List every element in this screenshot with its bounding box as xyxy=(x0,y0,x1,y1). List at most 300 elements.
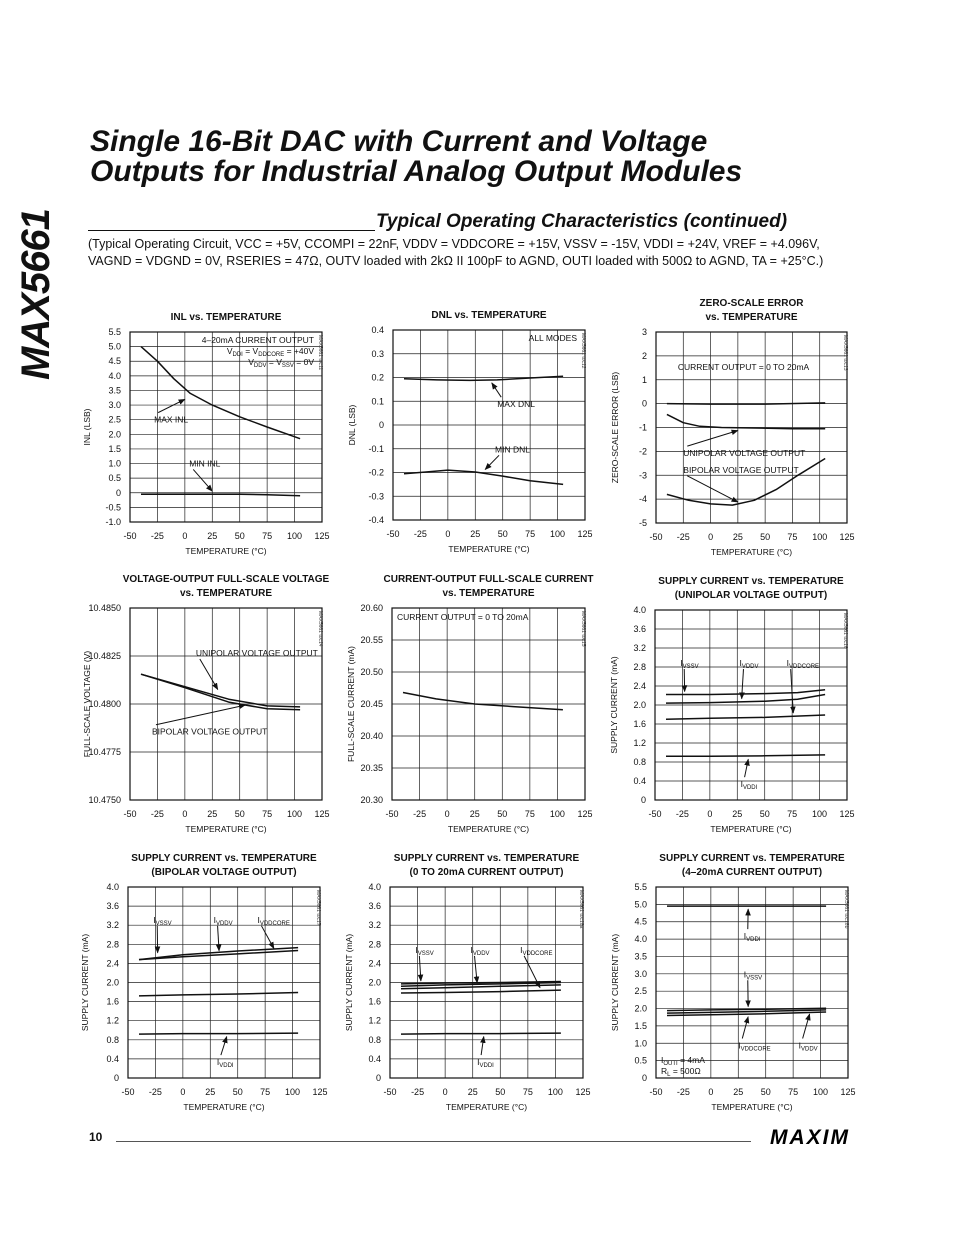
annotation-segment: VDDI xyxy=(746,937,761,944)
y-axis-label: SUPPLY CURRENT (mA) xyxy=(610,933,620,1032)
y-axis-label: FULL-SCALE CURRENT (mA) xyxy=(346,645,356,763)
y-tick-label: 3.6 xyxy=(368,901,381,912)
y-tick-label: 2.4 xyxy=(368,958,381,969)
x-tick-label: 25 xyxy=(467,1087,478,1097)
chart-title: DNL vs. TEMPERATURE xyxy=(431,310,547,321)
x-tick-label: 0 xyxy=(180,1087,186,1097)
annotation-label xyxy=(471,945,490,957)
y-tick-label: 1.5 xyxy=(634,1020,647,1031)
y-tick-label: -0.4 xyxy=(368,515,384,525)
y-tick-label: 3.5 xyxy=(634,951,647,962)
x-tick-label: 125 xyxy=(839,809,855,819)
annotation-segment: VSSV xyxy=(746,975,763,982)
annotation-arrow xyxy=(261,926,273,949)
y-tick-label: 1.0 xyxy=(108,458,121,469)
x-tick-label: 100 xyxy=(285,1087,301,1097)
y-tick-label: 2.0 xyxy=(634,1003,647,1014)
series-line xyxy=(141,674,300,707)
y-tick-label: -0.2 xyxy=(368,467,384,478)
y-tick-label: 0.4 xyxy=(633,776,646,786)
annotation-segment: I xyxy=(415,944,418,955)
x-tick-label: 50 xyxy=(495,1087,506,1097)
x-tick-label: 0 xyxy=(442,1087,448,1097)
footer-rule xyxy=(116,1141,751,1142)
x-tick-label: 50 xyxy=(232,1087,243,1097)
annotation-label xyxy=(152,727,267,737)
chart-title: SUPPLY CURRENT vs. TEMPERATURE xyxy=(393,853,580,864)
x-tick-label: 0 xyxy=(445,529,451,539)
chart-6 xyxy=(609,576,855,834)
annotation-segment: = V xyxy=(266,357,282,367)
y-tick-label: 3.2 xyxy=(106,920,119,931)
series-line xyxy=(403,693,563,710)
annotation-segment: ALL MODES xyxy=(528,333,577,343)
chart-title: (0 TO 20mA CURRENT OUTPUT) xyxy=(409,867,564,878)
y-tick-label: 1.0 xyxy=(634,1038,647,1049)
figure-code: MAX5661 toc18a xyxy=(578,890,584,929)
y-tick-label: 0 xyxy=(113,1073,119,1083)
x-tick-label: 100 xyxy=(547,1087,563,1097)
annotation-segment: I xyxy=(798,1040,802,1051)
annotation-segment: I xyxy=(257,914,260,925)
x-tick-label: -50 xyxy=(648,809,662,819)
test-conditions-line-1: (Typical Operating Circuit, VCC = +5V, CCOMPI = 22nF, VDDV = VDDCORE = +15V, VSSV = -15V, VDDI = +24V, VREF = +4.096V, xyxy=(88,237,820,251)
y-tick-label: 3.6 xyxy=(106,901,119,912)
annotation-segment: V xyxy=(248,357,254,367)
y-tick-label: -5 xyxy=(638,518,647,528)
x-tick-label: 125 xyxy=(577,529,593,539)
figure-code: MAX5661 toc16 xyxy=(842,613,848,649)
annotation-label xyxy=(680,658,698,670)
x-axis-label: TEMPERATURE (°C) xyxy=(710,824,792,834)
annotation-arrow xyxy=(193,469,212,491)
y-tick-label: 0.5 xyxy=(634,1055,647,1066)
y-tick-label: 4.0 xyxy=(106,882,119,892)
x-tick-label: -50 xyxy=(385,809,399,819)
y-tick-label: -3 xyxy=(638,470,647,481)
x-tick-label: 25 xyxy=(470,529,481,539)
chart-title: CURRENT-OUTPUT FULL-SCALE CURRENT xyxy=(383,574,594,585)
y-tick-label: 2.0 xyxy=(633,700,646,710)
annotation-segment: DDI xyxy=(232,352,243,358)
annotation-segment: MAX DNL xyxy=(497,399,536,410)
y-tick-label: -2 xyxy=(638,446,647,457)
y-tick-label: 4.0 xyxy=(634,934,647,945)
annotation-segment: VSSV xyxy=(682,664,699,671)
series-line xyxy=(404,376,563,380)
y-axis-label: ZERO-SCALE ERROR (LSB) xyxy=(610,371,620,484)
annotation-label xyxy=(683,448,805,458)
annotation-segment: = 0V xyxy=(293,357,314,367)
x-tick-label: -25 xyxy=(675,809,689,819)
x-tick-label: 25 xyxy=(469,809,480,819)
x-tick-label: 0 xyxy=(708,532,714,542)
annotation-segment: I xyxy=(477,1057,480,1068)
y-axis-label: DNL (LSB) xyxy=(347,404,357,446)
y-tick-label: 5.0 xyxy=(108,341,121,352)
x-tick-label: 100 xyxy=(812,532,828,542)
y-tick-label: 0.8 xyxy=(633,757,646,767)
annotation-segment: I xyxy=(216,1057,220,1068)
annotation-arrow xyxy=(742,1017,748,1039)
x-tick-label: 0 xyxy=(444,809,450,819)
x-tick-label: -50 xyxy=(649,532,663,542)
annotation-arrow xyxy=(687,476,738,502)
chart-title: (BIPOLAR VOLTAGE OUTPUT) xyxy=(151,867,297,878)
annotation-label xyxy=(678,362,810,372)
series-line xyxy=(666,755,825,756)
page-number: 10 xyxy=(89,1130,103,1144)
annotation-segment: VDDI xyxy=(479,1063,494,1070)
annotation-segment: = V xyxy=(242,346,259,356)
y-tick-label: 3.0 xyxy=(634,968,647,979)
y-tick-label: 0.4 xyxy=(371,325,384,335)
maxim-logo xyxy=(757,1126,863,1148)
x-tick-label: -50 xyxy=(123,809,137,819)
chart-title: vs. TEMPERATURE xyxy=(442,588,535,599)
y-tick-label: 4.0 xyxy=(633,605,646,615)
y-tick-label: 2.5 xyxy=(634,986,647,997)
chart-title: SUPPLY CURRENT vs. TEMPERATURE xyxy=(131,853,317,864)
annotation-segment: I xyxy=(213,914,216,925)
annotation-segment: BIPOLAR VOLTAGE OUTPUT xyxy=(151,726,268,737)
y-tick-label: 3.2 xyxy=(633,643,646,653)
annotation-arrow xyxy=(475,956,478,983)
y-tick-label: 5.5 xyxy=(634,882,647,892)
x-axis-label: TEMPERATURE (°C) xyxy=(447,824,530,834)
annotation-segment: MAX INL xyxy=(154,414,189,425)
x-tick-label: -25 xyxy=(150,809,164,819)
annotation-segment: VDDCORE xyxy=(789,664,820,671)
annotation-label xyxy=(196,648,318,658)
series-line xyxy=(667,414,825,428)
y-tick-label: 2.0 xyxy=(368,977,381,988)
annotation-label xyxy=(189,458,220,468)
y-tick-label: 20.50 xyxy=(360,667,383,677)
y-tick-label: 1.2 xyxy=(633,738,646,748)
annotation-segment: = 500Ω xyxy=(670,1066,701,1076)
x-tick-label: -50 xyxy=(386,529,400,539)
annotation-arrow xyxy=(218,926,219,951)
y-tick-label: 20.30 xyxy=(360,795,383,805)
x-axis-label: TEMPERATURE (°C) xyxy=(185,546,267,556)
annotation-segment: = 4mA xyxy=(677,1055,705,1065)
annotation-arrow xyxy=(200,659,218,689)
chart-9 xyxy=(610,853,856,1112)
annotation-segment: I xyxy=(739,658,742,669)
annotation-segment: VDDV xyxy=(801,1046,818,1053)
x-tick-label: 25 xyxy=(732,532,743,542)
x-tick-label: 125 xyxy=(314,809,330,819)
x-tick-label: -50 xyxy=(383,1087,397,1097)
annotation-segment: L xyxy=(667,1072,671,1078)
series-line xyxy=(666,690,825,695)
y-tick-label: 0.8 xyxy=(106,1034,119,1045)
chart-2 xyxy=(347,310,593,554)
annotation-segment: I xyxy=(743,969,747,980)
annotation-label xyxy=(744,931,761,943)
y-tick-label: 0 xyxy=(640,795,646,805)
y-tick-label: 10.4775 xyxy=(88,747,121,757)
series-line xyxy=(401,1033,561,1034)
annotation-segment: VDDI xyxy=(742,785,758,792)
y-tick-label: 20.35 xyxy=(360,763,383,773)
x-axis-label: TEMPERATURE (°C) xyxy=(448,544,530,554)
y-tick-label: 10.4800 xyxy=(88,699,121,709)
chart-8 xyxy=(344,853,591,1112)
annotation-segment: I xyxy=(740,779,743,790)
x-tick-label: 75 xyxy=(260,1087,271,1097)
annotation-arrow xyxy=(158,399,185,412)
y-tick-label: 1.6 xyxy=(106,996,119,1007)
annotation-arrow xyxy=(485,455,499,469)
chart-4 xyxy=(82,574,330,834)
x-tick-label: 25 xyxy=(733,1087,744,1097)
x-axis-label: TEMPERATURE (°C) xyxy=(445,1102,528,1112)
side-part-number: MAX5661 xyxy=(14,209,58,380)
figure-code: MAX5661 toc12 xyxy=(580,333,586,369)
section-heading: Typical Operating Characteristics (continued) xyxy=(376,211,788,232)
annotation-segment: 4–20mA CURRENT OUTPUT xyxy=(201,335,314,345)
x-tick-label: 50 xyxy=(760,532,771,542)
chart-title: ZERO-SCALE ERROR xyxy=(699,298,804,309)
chart-title: VOLTAGE-OUTPUT FULL-SCALE VOLTAGE xyxy=(122,574,330,585)
y-axis-label: SUPPLY CURRENT (mA) xyxy=(609,656,619,754)
y-tick-label: 20.55 xyxy=(360,635,383,645)
x-tick-label: 125 xyxy=(575,1087,591,1097)
annotation-label xyxy=(683,465,798,475)
x-tick-label: 100 xyxy=(812,809,828,819)
x-tick-label: 50 xyxy=(234,809,245,819)
series-line xyxy=(666,715,825,719)
chart-5 xyxy=(346,574,594,834)
annotation-arrow xyxy=(419,956,421,981)
y-axis-label: FULL-SCALE VOLTAGE (V) xyxy=(82,650,92,758)
annotation-segment: DDCORE xyxy=(258,352,285,358)
chart-title: SUPPLY CURRENT vs. TEMPERATURE xyxy=(658,576,844,587)
y-tick-label: 2.4 xyxy=(633,681,646,691)
y-tick-label: 0 xyxy=(115,487,121,498)
annotation-segment: VDDCORE xyxy=(740,1046,771,1053)
y-tick-label: -0.3 xyxy=(368,491,384,502)
x-tick-label: 125 xyxy=(577,809,593,819)
annotation-segment: VSSV xyxy=(155,920,172,927)
y-tick-label: 0 xyxy=(641,398,647,409)
annotation-label xyxy=(397,612,529,622)
annotation-segment: SSV xyxy=(281,363,294,369)
chart-title: vs. TEMPERATURE xyxy=(705,312,798,323)
y-tick-label: 5.0 xyxy=(634,899,647,910)
x-tick-label: -50 xyxy=(121,1087,135,1097)
y-tick-label: 0 xyxy=(375,1073,381,1083)
y-tick-label: 5.5 xyxy=(108,327,121,337)
x-tick-label: -25 xyxy=(676,1087,690,1097)
y-tick-label: 2.0 xyxy=(106,977,119,988)
annotation-segment: I xyxy=(680,658,683,669)
annotation-segment: V xyxy=(226,346,233,356)
y-tick-label: 0.4 xyxy=(368,1053,381,1064)
annotation-label xyxy=(214,915,233,927)
annotation-label xyxy=(415,945,433,957)
annotation-segment: I xyxy=(520,944,523,955)
annotation-segment: CURRENT OUTPUT = 0 TO 20mA xyxy=(677,362,810,373)
x-tick-label: -50 xyxy=(123,531,137,541)
y-tick-label: -1.0 xyxy=(105,517,121,527)
annotation-segment: I xyxy=(786,658,790,669)
annotation-segment: UNIPOLAR VOLTAGE OUTPUT xyxy=(683,448,806,459)
y-tick-label: 4.0 xyxy=(368,882,381,892)
y-tick-label: 0.1 xyxy=(371,396,384,407)
y-tick-label: 1.6 xyxy=(368,996,381,1007)
x-tick-label: 100 xyxy=(287,809,303,819)
y-tick-label: 0.2 xyxy=(371,372,384,383)
chart-1 xyxy=(82,312,330,556)
x-tick-label: 50 xyxy=(759,809,770,819)
x-tick-label: -25 xyxy=(413,809,427,819)
y-tick-label: 3 xyxy=(641,327,647,337)
series-line xyxy=(666,695,825,704)
page-title-line-1: Single 16-Bit DAC with Current and Voltage xyxy=(90,125,708,158)
y-tick-label: 10.4750 xyxy=(88,795,121,805)
y-tick-label: -4 xyxy=(638,494,647,505)
y-tick-label: 20.60 xyxy=(360,603,383,613)
x-axis-label: TEMPERATURE (°C) xyxy=(711,1102,793,1112)
y-tick-label: 2.8 xyxy=(368,939,381,950)
y-tick-label: 2.0 xyxy=(108,429,121,440)
figure-code: MAX5661 toc18b xyxy=(843,890,849,929)
y-tick-label: 10.4825 xyxy=(88,651,121,661)
annotation-label xyxy=(154,415,188,425)
y-tick-label: 10.4850 xyxy=(88,603,121,613)
annotation-label xyxy=(202,335,314,345)
y-axis-label: SUPPLY CURRENT (mA) xyxy=(344,933,354,1032)
y-tick-label: 2 xyxy=(641,350,647,361)
x-tick-label: 100 xyxy=(550,529,566,539)
x-tick-label: 0 xyxy=(182,809,188,819)
annotation-arrow xyxy=(492,383,501,397)
series-line xyxy=(667,403,825,404)
x-tick-label: 25 xyxy=(207,809,218,819)
annotation-arrow xyxy=(481,1037,484,1056)
annotation-label xyxy=(744,969,762,981)
y-tick-label: 4.5 xyxy=(108,356,121,367)
series-line xyxy=(141,674,300,710)
annotation-segment: BIPOLAR VOLTAGE OUTPUT xyxy=(683,464,799,475)
x-tick-label: 125 xyxy=(840,1087,856,1097)
figure-code: MAX5661 toc17 xyxy=(315,890,321,926)
annotation-segment: MIN INL xyxy=(189,458,221,469)
x-tick-label: 100 xyxy=(287,531,303,541)
x-tick-label: -25 xyxy=(150,531,164,541)
y-tick-label: -0.5 xyxy=(105,502,121,513)
x-tick-label: 75 xyxy=(787,532,798,542)
y-tick-label: 3.5 xyxy=(108,385,121,396)
y-tick-label: 0.8 xyxy=(368,1034,381,1045)
y-tick-label: 2.8 xyxy=(106,939,119,950)
chart-7 xyxy=(80,853,328,1112)
x-tick-label: 25 xyxy=(732,809,743,819)
y-tick-label: 0.3 xyxy=(371,348,384,359)
y-axis-label: INL (LSB) xyxy=(82,408,92,446)
annotation-segment: VDDCORE xyxy=(522,950,553,957)
y-tick-label: 4.0 xyxy=(108,370,121,381)
annotation-label xyxy=(248,357,314,369)
x-tick-label: 50 xyxy=(497,529,508,539)
annotation-segment: VSSV xyxy=(417,950,434,957)
annotation-segment: OUTI xyxy=(663,1061,678,1067)
x-tick-label: 75 xyxy=(525,529,536,539)
x-tick-label: 125 xyxy=(312,1087,328,1097)
annotation-segment: I xyxy=(661,1055,664,1065)
x-tick-label: 100 xyxy=(549,809,565,819)
test-conditions-line-2: VAGND = VDGND = 0V, RSERIES = 47Ω, OUTV loaded with 2kΩ II 100pF to AGND, OUTI loaded with 500Ω to AGND, TA = +25°C.) xyxy=(88,254,824,268)
annotation-label xyxy=(799,1040,818,1052)
x-tick-label: -25 xyxy=(676,532,690,542)
y-tick-label: -0.1 xyxy=(368,443,384,454)
y-tick-label: 0.4 xyxy=(106,1053,119,1064)
annotation-segment: VDDI xyxy=(219,1063,234,1070)
annotation-label xyxy=(739,658,758,670)
annotation-segment: CURRENT OUTPUT = 0 TO 20mA xyxy=(397,612,529,622)
y-tick-label: 1.2 xyxy=(368,1015,381,1026)
x-tick-label: 0 xyxy=(182,531,188,541)
annotation-segment: MIN DNL xyxy=(495,444,530,455)
annotation-label xyxy=(257,915,289,927)
x-tick-label: 25 xyxy=(207,531,218,541)
series-line xyxy=(139,1033,298,1034)
annotation-segment: = +40V xyxy=(284,346,314,356)
x-axis-label: TEMPERATURE (°C) xyxy=(185,824,267,834)
figure-code: MAX5661 toc14 xyxy=(317,611,323,647)
y-tick-label: 4.5 xyxy=(634,916,647,927)
series-line xyxy=(401,990,561,993)
maxim-logo-text: MAXIM xyxy=(770,1126,850,1148)
x-tick-label: -25 xyxy=(413,529,427,539)
annotation-arrow xyxy=(156,705,245,725)
x-tick-label: 100 xyxy=(813,1087,829,1097)
x-tick-label: 0 xyxy=(708,1087,714,1097)
figure-code: MAX5661 toc11 xyxy=(317,335,323,371)
x-tick-label: -25 xyxy=(411,1087,425,1097)
y-tick-label: 3.0 xyxy=(108,400,121,411)
x-tick-label: 25 xyxy=(205,1087,216,1097)
y-tick-label: 3.2 xyxy=(368,920,381,931)
y-tick-label: 0 xyxy=(378,420,384,430)
x-tick-label: 50 xyxy=(497,809,508,819)
chart-3 xyxy=(610,298,855,557)
y-tick-label: 0 xyxy=(641,1073,647,1083)
x-tick-label: 75 xyxy=(522,1087,533,1097)
figure-code: MAX5661 toc13 xyxy=(842,335,848,371)
chart-title: vs. TEMPERATURE xyxy=(179,588,273,599)
y-tick-label: 1.2 xyxy=(106,1015,119,1026)
annotation-segment: VDDV xyxy=(472,950,490,957)
x-tick-label: 50 xyxy=(760,1087,771,1097)
y-axis-label: SUPPLY CURRENT (mA) xyxy=(80,933,90,1032)
annotation-segment: I xyxy=(470,944,473,955)
annotation-segment: VDDCORE xyxy=(259,920,290,927)
x-tick-label: 75 xyxy=(787,809,798,819)
annotation-segment: DDV xyxy=(253,363,267,369)
annotation-label xyxy=(497,399,535,409)
y-tick-label: 1.6 xyxy=(633,719,646,729)
chart-title: (4–20mA CURRENT OUTPUT) xyxy=(681,867,823,878)
x-tick-label: 50 xyxy=(234,531,245,541)
x-tick-label: -25 xyxy=(148,1087,162,1097)
y-tick-label: -1 xyxy=(638,422,647,433)
x-tick-label: 125 xyxy=(314,531,330,541)
chart-title: SUPPLY CURRENT vs. TEMPERATURE xyxy=(659,853,845,864)
